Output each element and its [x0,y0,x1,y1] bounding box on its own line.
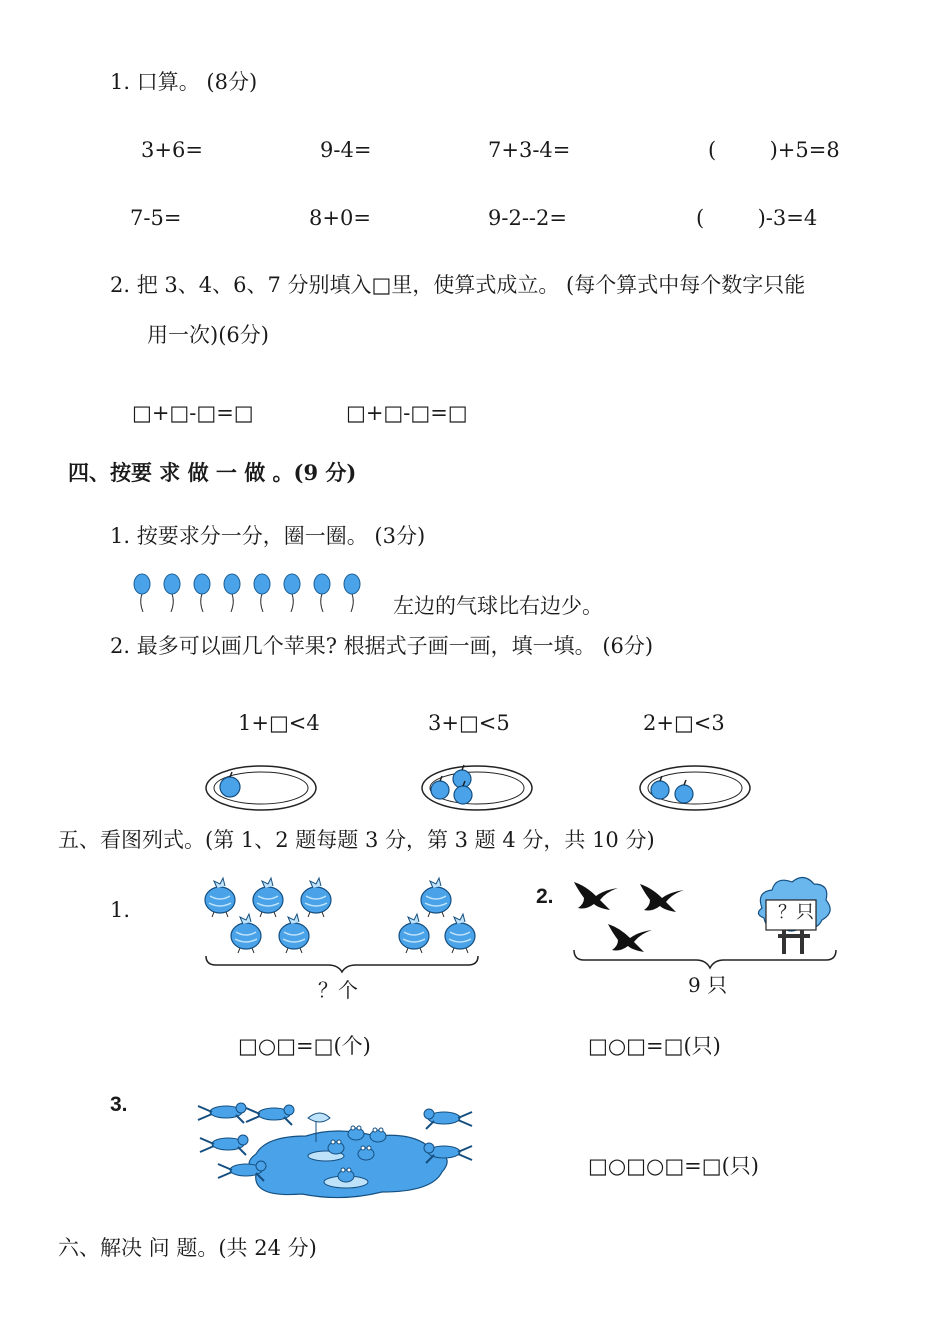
part5-q2-num: 2. [536,885,554,908]
balloon-icon [314,574,330,612]
mental-problem-1: 3+6= [141,138,203,162]
apple-expr-1: 1+□<4 [238,711,320,735]
part5-q3-num: 3. [110,1093,128,1116]
plate-3 [638,760,752,812]
apple-expr-3: 2+□<3 [643,711,725,735]
q2-title-continued: 用一次)(6分) [147,323,269,347]
balloon-icon [284,574,300,612]
bird-icon [574,882,618,910]
balloon-icon [134,574,150,612]
radish-icon [301,878,331,917]
plate-2 [420,760,534,812]
balloon-icon [194,574,210,612]
radish-icon [445,914,475,953]
radish-icon [279,914,309,953]
balloon-icon [254,574,270,612]
frog-icon [246,1105,294,1125]
part4-q2-title: 2. 最多可以画几个苹果? 根据式子画一画，填一填。 (6分) [110,634,654,658]
section-4-heading: 四、按要 求 做 一 做 。(9 分) [68,460,357,485]
section-5-heading: 五、看图列式。(第 1、2 题每题 3 分，第 3 题 4 分，共 10 分) [58,828,655,852]
mental-problem-5: 7-5= [130,206,182,230]
mental-problem-4: ( )+5=8 [708,138,840,162]
q2-answer-template: □○□=□(只) [588,1034,721,1058]
q3-answer-template: □○□○□=□(只) [588,1154,759,1178]
q2-brace-label: 9 只 [688,973,728,997]
balloon-row [130,572,370,616]
frog-icon [348,1126,364,1140]
frogs-pond-picture [196,1092,496,1204]
q1-title: 1. 口算。 (8分) [110,70,258,94]
mental-problem-2: 9-4= [320,138,372,162]
q1-brace-label: ？个 [318,978,358,1002]
apple-expr-2: 3+□<5 [428,711,510,735]
mystery-sign-text: ？只 [778,902,814,923]
section-6-heading: 六、解决 问 题。(共 24 分) [58,1236,317,1260]
frog-icon [200,1135,248,1155]
radish-icon [399,914,429,953]
fill-equation-1: □+□-□=□ [132,401,254,425]
mental-problem-7: 9-2--2= [488,206,567,230]
radish-icon [421,878,451,917]
frog-icon [370,1128,386,1142]
mental-problem-3: 7+3-4= [488,138,571,162]
plate-1 [204,760,318,812]
part5-q1-num: 1. [110,898,131,922]
radish-icon [253,878,283,917]
mental-problem-8: ( )-3=4 [696,206,818,230]
part4-q1-title: 1. 按要求分一分，圈一圈。 (3分) [110,524,426,548]
balloon-icon [224,574,240,612]
radish-picture [200,878,490,974]
q2-title: 2. 把 3、4、6、7 分别填入□里，使算式成立。 (每个算式中每个数字只能 [110,273,806,297]
balloon-caption: 左边的气球比右边少。 [393,594,603,618]
q1-answer-template: □○□=□(个) [238,1034,371,1058]
radish-icon [205,878,235,917]
balloon-icon [344,574,360,612]
bird-icon [608,924,652,952]
frog-icon [424,1109,472,1129]
bird-icon [640,884,684,912]
fill-equation-2: □+□-□=□ [346,401,468,425]
mental-problem-6: 8+0= [309,206,371,230]
balloon-icon [164,574,180,612]
radish-icon [231,914,261,953]
frog-icon [198,1103,246,1123]
